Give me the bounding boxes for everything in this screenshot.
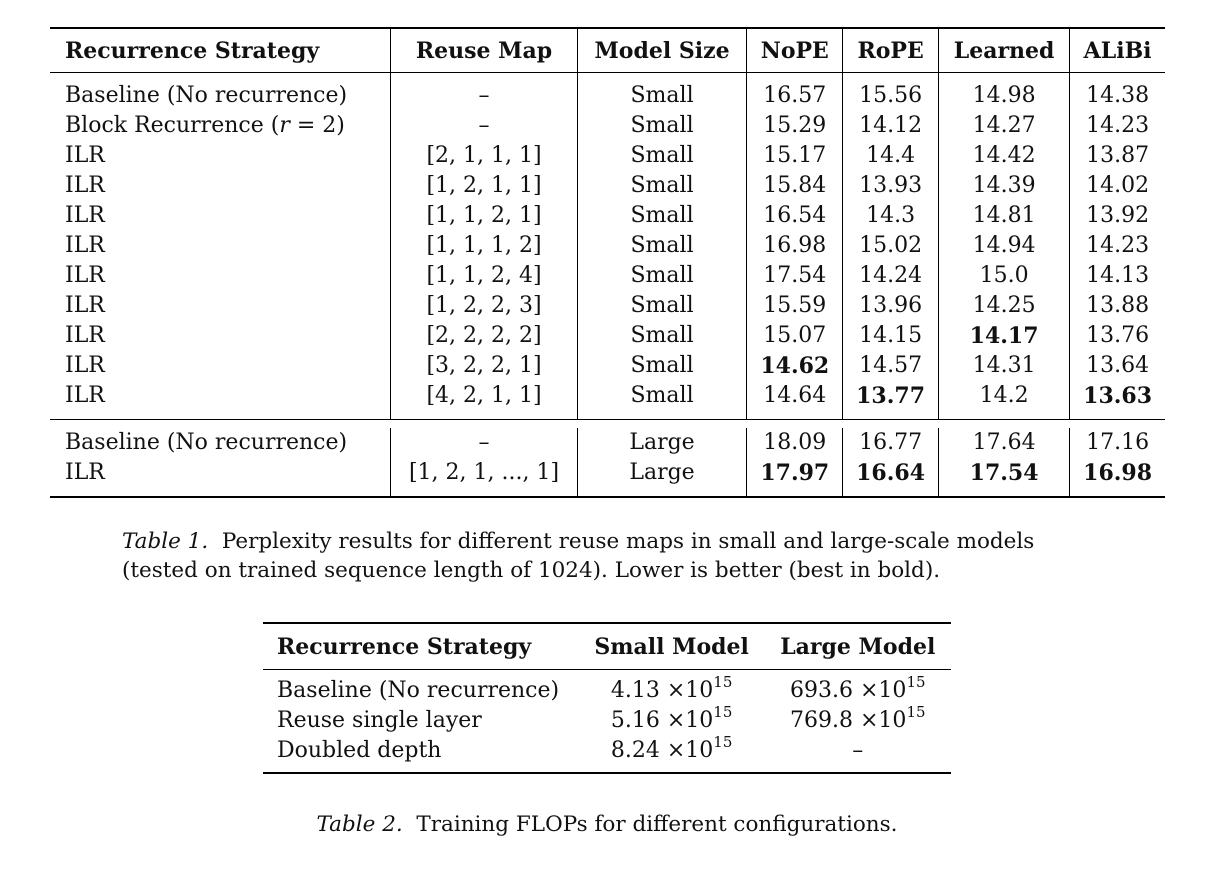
cell-nope: 16.54	[747, 201, 843, 231]
cell-model-size: Small	[577, 81, 747, 111]
cell-learned: 17.64	[938, 428, 1069, 458]
mantissa: 769.8	[790, 708, 853, 733]
cell-strategy: ILR	[65, 353, 105, 378]
table-row	[50, 201, 1165, 231]
cell-strategy: ILR	[65, 173, 105, 198]
cell-nope: 15.07	[747, 321, 843, 351]
strategy-prefix: Block Recurrence (	[65, 113, 280, 138]
table1-midrule	[50, 420, 1165, 429]
cell-small-flops	[579, 672, 765, 706]
cell-model-size: Large	[577, 458, 747, 488]
cell-strategy	[50, 111, 391, 141]
cell-strategy: ILR	[65, 233, 105, 258]
header-nope: NoPE	[747, 28, 843, 73]
cell-reuse-map: [1, 1, 1, 2]	[391, 231, 577, 261]
cell-reuse-map: [2, 2, 2, 2]	[391, 321, 577, 351]
cell-model-size: Small	[577, 141, 747, 171]
cell-strategy: Reuse single layer	[277, 708, 482, 733]
cell-rope-best: 13.77	[843, 381, 939, 411]
cell-small-flops	[579, 702, 765, 736]
cell-strategy: ILR	[65, 203, 105, 228]
cell-strategy: ILR	[65, 323, 105, 348]
math-var-r: r	[279, 113, 290, 138]
table1-caption	[122, 527, 1107, 585]
cell-learned: 14.42	[938, 141, 1069, 171]
cell-reuse-map: [2, 1, 1, 1]	[391, 141, 577, 171]
exponent: 15	[713, 732, 733, 751]
table-row	[50, 351, 1165, 381]
times-ten: ×10	[860, 708, 907, 733]
cell-alibi: 14.38	[1070, 81, 1165, 111]
cell-nope: 15.29	[747, 111, 843, 141]
cell-learned: 14.94	[938, 231, 1069, 261]
cell-alibi: 13.88	[1070, 291, 1165, 321]
cell-alibi: 13.87	[1070, 141, 1165, 171]
table-row	[50, 381, 1165, 411]
cell-model-size: Small	[577, 381, 747, 411]
cell-nope: 17.54	[747, 261, 843, 291]
cell-nope: 15.17	[747, 141, 843, 171]
table-row	[50, 231, 1165, 261]
cell-rope: 14.3	[843, 201, 939, 231]
mantissa: 8.24	[610, 738, 660, 763]
mantissa: 693.6	[790, 678, 853, 703]
cell-rope: 16.77	[843, 428, 939, 458]
cell-rope: 15.56	[843, 81, 939, 111]
cell-model-size: Small	[577, 231, 747, 261]
times-ten: ×10	[666, 708, 714, 733]
cell-learned-best: 14.17	[938, 321, 1069, 351]
cell-strategy: Baseline (No recurrence)	[65, 430, 348, 455]
header-recurrence-strategy: Recurrence Strategy	[50, 28, 391, 73]
cell-model-size: Small	[577, 321, 747, 351]
cell-nope: 16.57	[747, 81, 843, 111]
table-row	[50, 321, 1165, 351]
cell-strategy: ILR	[65, 383, 105, 408]
times-ten: ×10	[666, 678, 714, 703]
cell-rope: 15.02	[843, 231, 939, 261]
cell-alibi: 13.92	[1070, 201, 1165, 231]
cell-alibi-best: 13.63	[1070, 381, 1165, 411]
cell-nope-best: 17.97	[747, 458, 843, 488]
cell-learned-best: 17.54	[938, 458, 1069, 488]
table2-header-row	[263, 623, 951, 670]
cell-large-flops	[765, 672, 951, 706]
header-learned: Learned	[938, 28, 1069, 73]
cell-nope: 18.09	[747, 428, 843, 458]
cell-model-size: Small	[577, 111, 747, 141]
cell-nope: 14.64	[747, 381, 843, 411]
cell-reuse-map: –	[391, 111, 577, 141]
table-row	[50, 141, 1165, 171]
table1-header-row	[50, 28, 1165, 73]
cell-reuse-map: [1, 2, 2, 3]	[391, 291, 577, 321]
mantissa: 5.16	[610, 708, 660, 733]
cell-alibi: 13.64	[1070, 351, 1165, 381]
header-reuse-map: Reuse Map	[391, 28, 577, 73]
cell-strategy: Doubled depth	[277, 738, 442, 763]
exponent: 15	[713, 672, 733, 691]
table-row	[50, 171, 1165, 201]
table-row	[50, 111, 1165, 141]
cell-model-size: Small	[577, 351, 747, 381]
cell-reuse-map: [1, 1, 2, 4]	[391, 261, 577, 291]
cell-learned: 14.98	[938, 81, 1069, 111]
mantissa: 4.13	[610, 678, 660, 703]
cell-learned: 14.25	[938, 291, 1069, 321]
header-large-model: Large Model	[765, 623, 951, 670]
cell-alibi: 14.02	[1070, 171, 1165, 201]
header-model-size: Model Size	[577, 28, 747, 73]
cell-strategy: ILR	[65, 293, 105, 318]
times-ten: ×10	[860, 678, 907, 703]
table-row	[263, 676, 951, 706]
cell-large-flops	[765, 702, 951, 736]
cell-learned: 14.2	[938, 381, 1069, 411]
cell-reuse-map: –	[391, 428, 577, 458]
exponent: 15	[906, 702, 926, 721]
table2-caption	[0, 810, 1214, 839]
cell-strategy: Baseline (No recurrence)	[65, 83, 348, 108]
cell-alibi-best: 16.98	[1070, 458, 1165, 488]
cell-nope: 16.98	[747, 231, 843, 261]
cell-rope: 14.4	[843, 141, 939, 171]
cell-rope: 13.96	[843, 291, 939, 321]
cell-strategy: ILR	[65, 460, 105, 485]
exponent: 15	[906, 672, 926, 691]
cell-alibi: 14.23	[1070, 231, 1165, 261]
table-row	[263, 736, 951, 766]
cell-rope: 14.24	[843, 261, 939, 291]
header-rope: RoPE	[843, 28, 939, 73]
cell-reuse-map: [4, 2, 1, 1]	[391, 381, 577, 411]
cell-reuse-map: [1, 2, 1, ..., 1]	[391, 458, 577, 488]
cell-rope: 14.12	[843, 111, 939, 141]
cell-rope-best: 16.64	[843, 458, 939, 488]
table1-bottomrule	[50, 497, 1165, 498]
cell-learned: 14.27	[938, 111, 1069, 141]
caption-text: Perplexity results for different reuse maps in small and large-scale models (tested on trained sequence length of 1024). Lower is better (best in bold).	[122, 529, 1035, 583]
cell-model-size: Small	[577, 291, 747, 321]
cell-model-size: Small	[577, 261, 747, 291]
table-row	[50, 428, 1165, 458]
cell-learned: 15.0	[938, 261, 1069, 291]
table-row	[263, 706, 951, 736]
header-small-model: Small Model	[579, 623, 765, 670]
cell-large-flops: –	[852, 738, 864, 763]
cell-reuse-map: [3, 2, 2, 1]	[391, 351, 577, 381]
cell-nope: 15.59	[747, 291, 843, 321]
cell-learned: 14.39	[938, 171, 1069, 201]
caption-label: Table 1.	[122, 529, 209, 554]
cell-model-size: Large	[577, 428, 747, 458]
perplexity-table	[50, 27, 1165, 498]
cell-model-size: Small	[577, 171, 747, 201]
caption-label: Table 2.	[316, 812, 403, 837]
cell-rope: 13.93	[843, 171, 939, 201]
strategy-suffix: = 2)	[289, 113, 345, 138]
cell-alibi: 14.13	[1070, 261, 1165, 291]
exponent: 15	[713, 702, 733, 721]
cell-alibi: 14.23	[1070, 111, 1165, 141]
cell-nope: 15.84	[747, 171, 843, 201]
cell-rope: 14.57	[843, 351, 939, 381]
cell-strategy: ILR	[65, 263, 105, 288]
cell-nope-best: 14.62	[747, 351, 843, 381]
cell-model-size: Small	[577, 201, 747, 231]
cell-reuse-map: –	[391, 81, 577, 111]
header-recurrence-strategy: Recurrence Strategy	[263, 623, 579, 670]
cell-learned: 14.31	[938, 351, 1069, 381]
cell-strategy: Baseline (No recurrence)	[277, 678, 560, 703]
header-alibi: ALiBi	[1070, 28, 1165, 73]
cell-learned: 14.81	[938, 201, 1069, 231]
cell-reuse-map: [1, 1, 2, 1]	[391, 201, 577, 231]
table2-bottomrule	[263, 773, 951, 774]
cell-reuse-map: [1, 2, 1, 1]	[391, 171, 577, 201]
cell-rope: 14.15	[843, 321, 939, 351]
cell-small-flops	[579, 732, 765, 766]
flops-table	[263, 622, 951, 774]
times-ten: ×10	[666, 738, 714, 763]
cell-alibi: 13.76	[1070, 321, 1165, 351]
table-row	[50, 261, 1165, 291]
caption-text: Training FLOPs for different configurations.	[416, 812, 898, 837]
cell-strategy: ILR	[65, 143, 105, 168]
table-row	[50, 291, 1165, 321]
table-row	[50, 81, 1165, 111]
cell-alibi: 17.16	[1070, 428, 1165, 458]
table-row	[50, 458, 1165, 488]
